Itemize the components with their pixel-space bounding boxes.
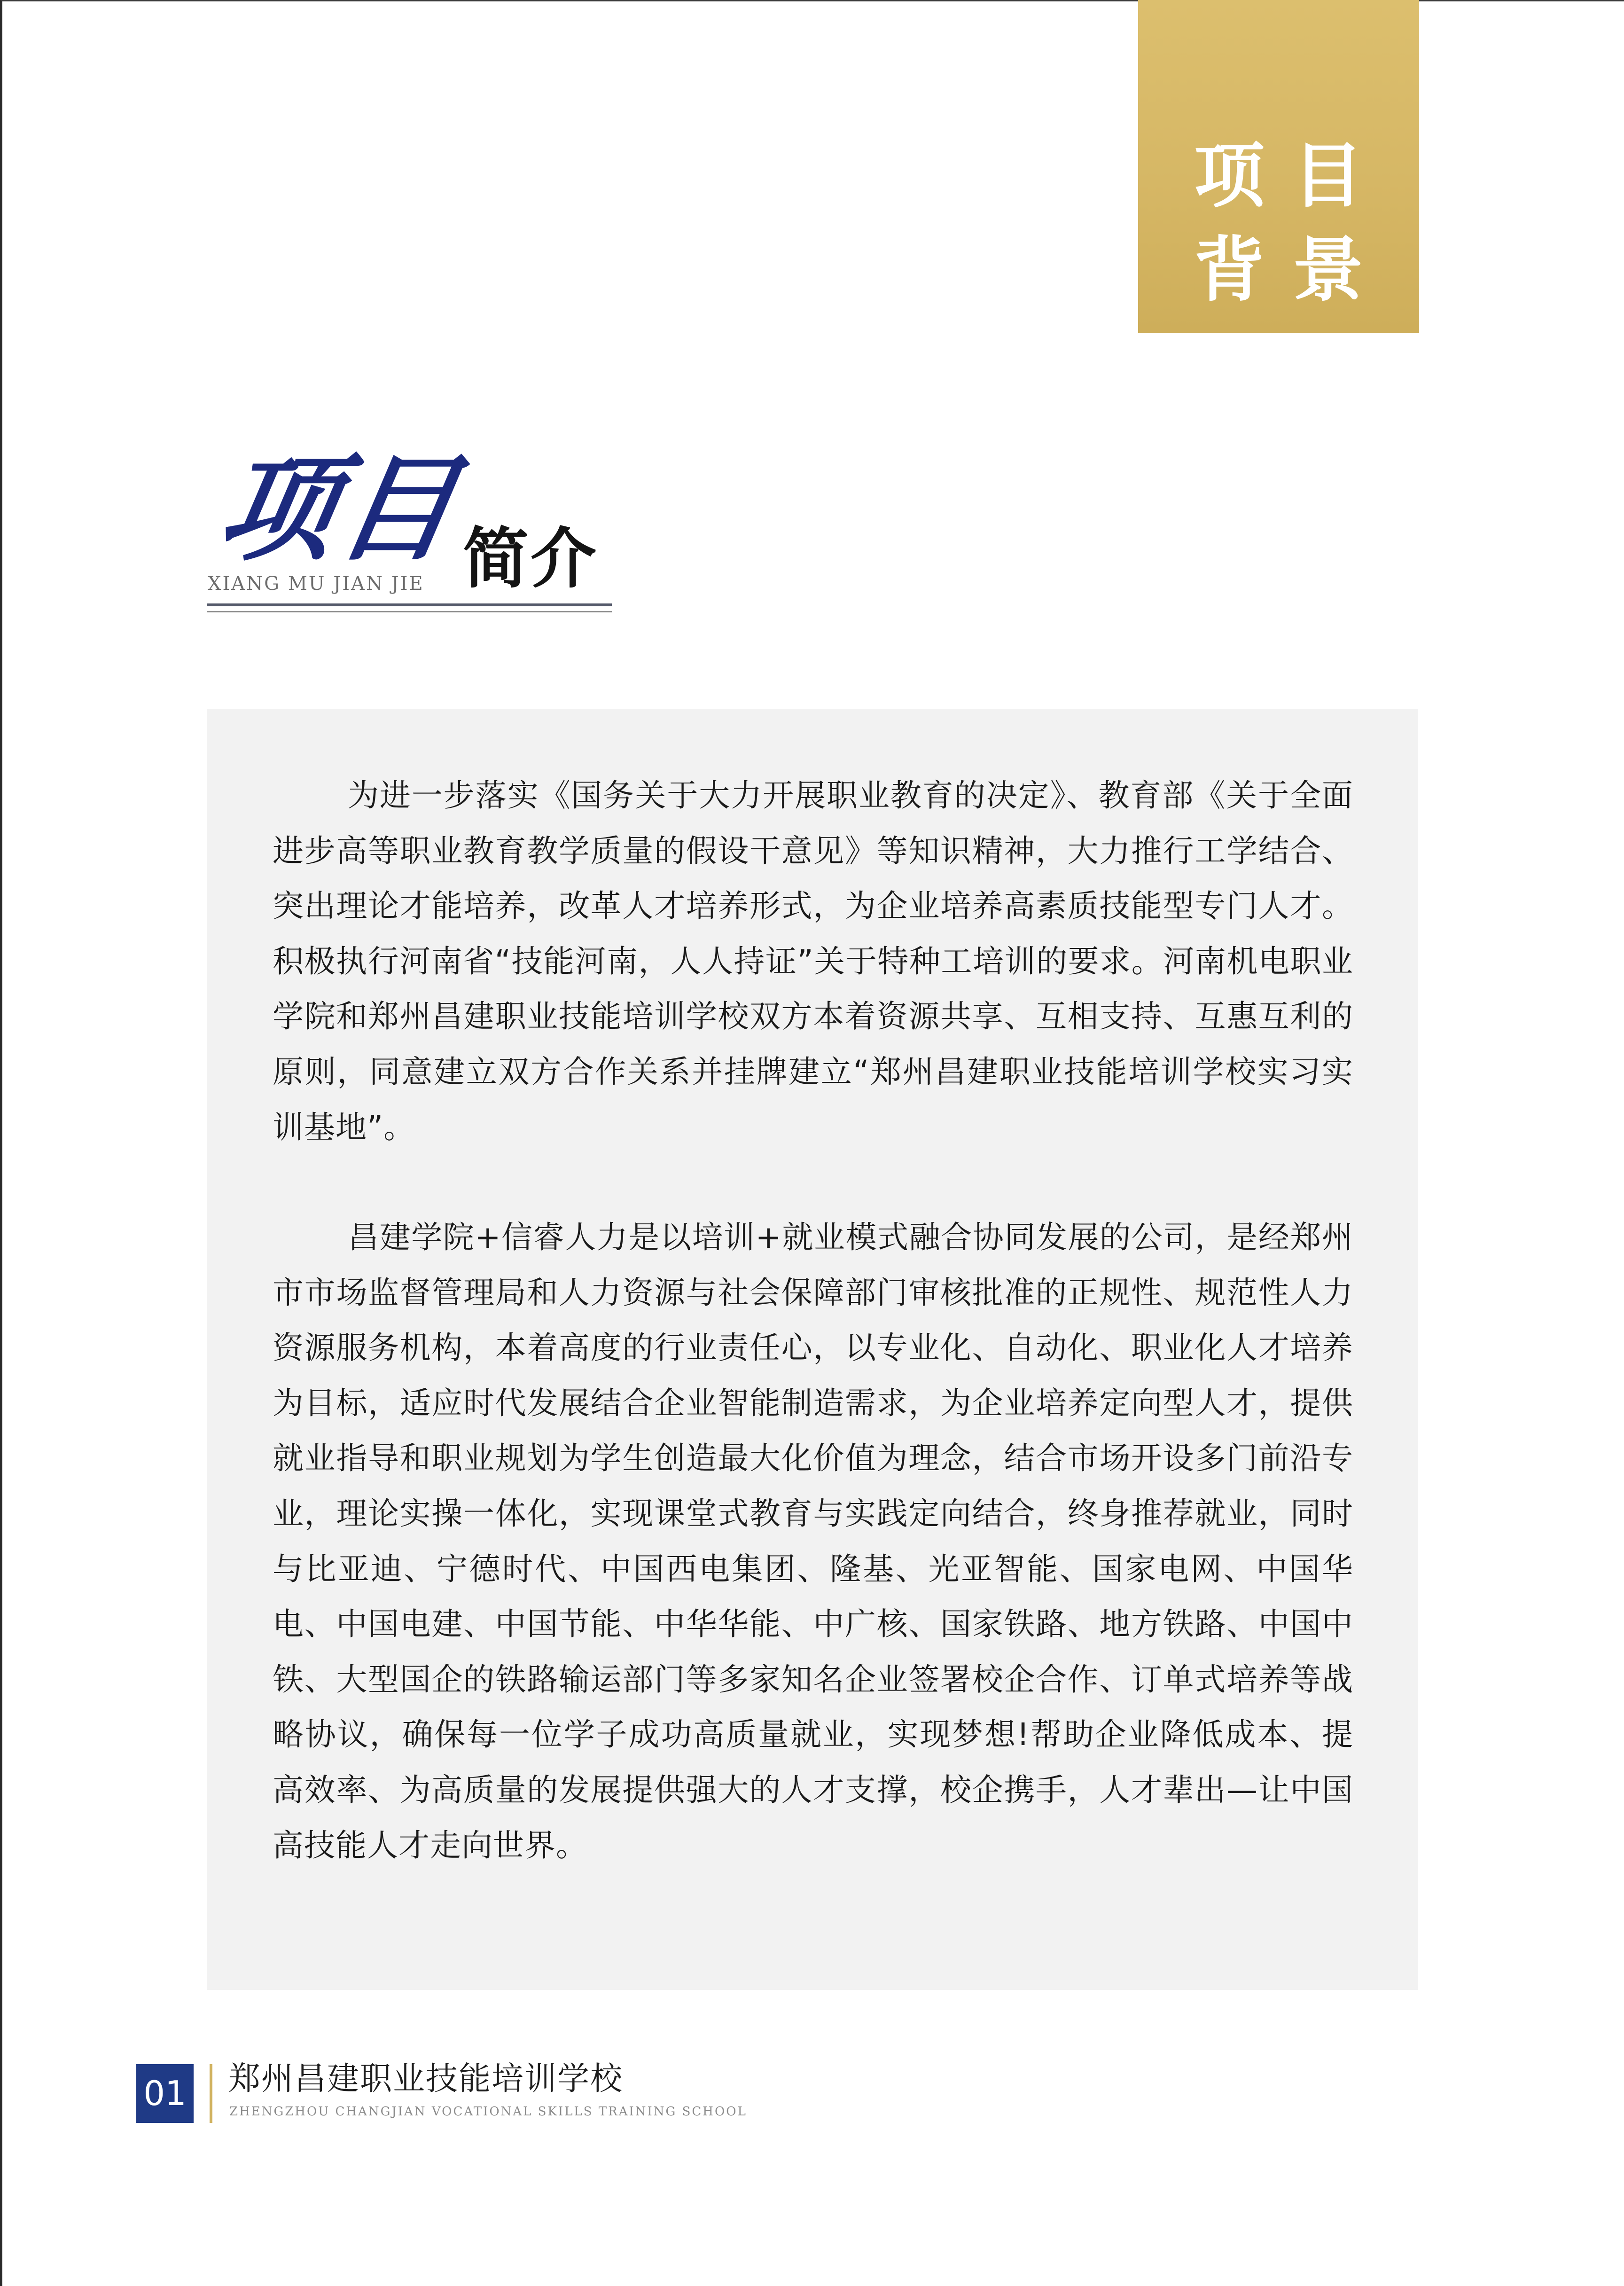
heading-pinyin: XIANG MU JIAN JIE (208, 573, 424, 595)
section-tab (1138, 0, 1419, 333)
text-panel (207, 709, 1418, 1990)
section-tab-line1: 项目 (1194, 135, 1391, 217)
intro-paragraph-2: 昌建学院+信睿人力是以培训+就业模式融合协同发展的公司，是经郑州市市场监督管理局和人力资源与社会保障部门审核批准的正规性、规范性人力资源服务机构，本着高度的行业责任心，以专业化、自动化、职业化人才培养为目标，适应时代发展结合企业智能制造需求，为企业培养定向型人才，提供就业指导和职业规划为学生创造最大化价值为理念，结合市场开设多门前沿专业，理论实操一体化，实现课堂式教育与实践定向结合，终身推荐就业，同时与比亚迪、宁德时代、中国西电集团、隆基、光亚智能、国家电网、中国华电、中国电建、中国节能、中华华能、中广核、国家铁路、地方铁路、中国中铁、大型国企的铁路输运部门等多家知名企业签署校企合作、订单式培养等战略协议，确保每一位学子成功高质量就业，实现梦想!帮助企业降低成本、提高效率、为高质量的发展提供强大的人才支撑，校企携手，人才辈出—让中国高技能人才走向世界。 (273, 1219, 1353, 1863)
heading-rule (207, 603, 612, 606)
heading-calligraphy: 项目 (209, 441, 471, 576)
heading-title: 简介 (463, 521, 599, 597)
section-heading (207, 441, 616, 620)
page-number: 01 (136, 2064, 194, 2123)
heading-rule-thin (207, 611, 612, 612)
intro-paragraph-1: 为进一步落实《国务关于大力开展职业教育的决定》、教育部《关于全面进步高等职业教育教学质量的假设干意见》等知识精神，大力推行工学结合、突出理论才能培养，改革人才培养形式，为企业培养高素质技能型专门人才。积极执行河南省“技能河南，人人持证”关于特种工培训的要求。河南机电职业学院和郑州昌建职业技能培训学校双方本着资源共享、互相支持、互惠互利的原则，同意建立双方合作关系并挂牌建立“郑州昌建职业技能培训学校实习实训基地”。 (273, 777, 1353, 1145)
section-tab-line2: 背景 (1194, 229, 1391, 311)
footer-school-name: 郑州昌建职业技能培训学校 (228, 2060, 624, 2098)
footer-divider (210, 2064, 212, 2123)
footer-school-name-en: ZHENGZHOU CHANGJIAN VOCATIONAL SKILLS TRAINING SCHOOL (229, 2105, 747, 2119)
